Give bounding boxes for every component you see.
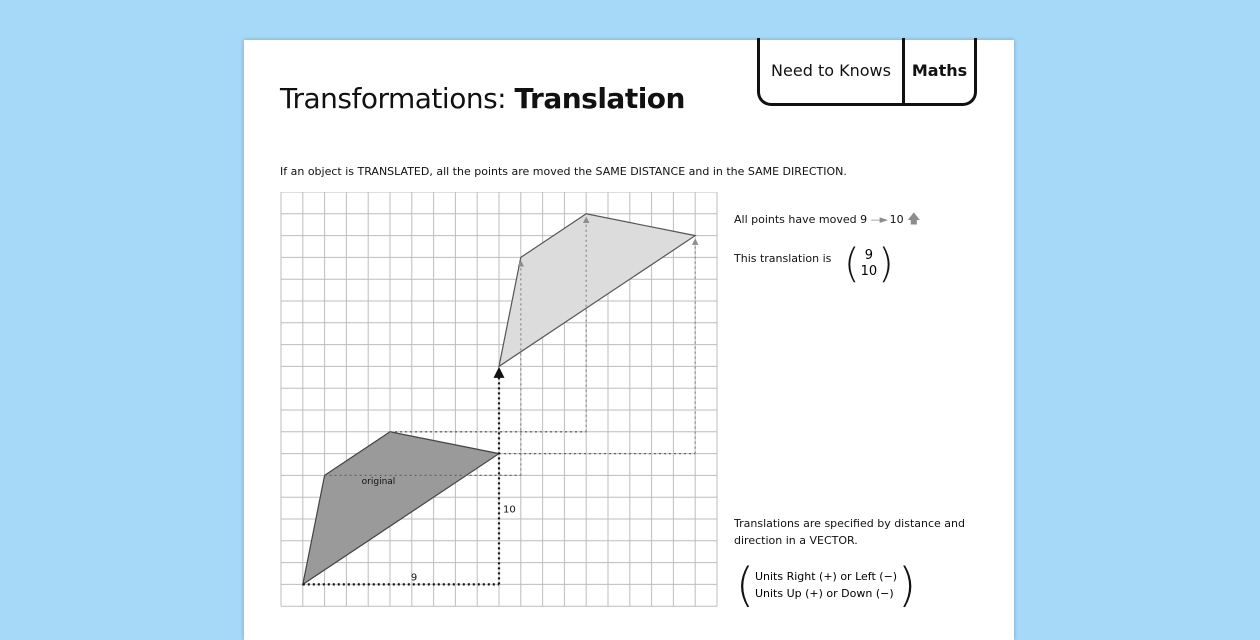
units-right-paren: ) xyxy=(898,558,917,612)
right-arrow-icon: —► xyxy=(870,213,887,226)
vector-explain-1: Translations are specified by distance and xyxy=(734,517,965,530)
header-tabs xyxy=(757,38,977,106)
vector-bottom: 10 xyxy=(860,264,878,279)
tab-need-to-knows: Need to Knows xyxy=(760,38,905,103)
worksheet xyxy=(244,40,1014,640)
translation-vector xyxy=(844,241,894,287)
page-title xyxy=(280,82,685,115)
translated-shape xyxy=(499,214,695,367)
horizontal-distance-label: 9 xyxy=(410,572,418,584)
units-values xyxy=(755,568,897,602)
translation-is-note: This translation is xyxy=(734,252,832,265)
title-bold: Translation xyxy=(514,82,685,115)
original-label: original xyxy=(361,477,396,488)
vertical-distance-label: 10 xyxy=(503,504,516,516)
moved-prefix: All points have moved 9 xyxy=(734,213,868,226)
left-paren: ( xyxy=(844,241,860,287)
right-paren: ) xyxy=(878,241,894,287)
units-left-paren: ( xyxy=(736,558,754,612)
original-shape xyxy=(303,432,499,585)
tab-maths: Maths xyxy=(911,61,968,80)
up-arrow-icon: 🡅 xyxy=(907,212,921,227)
vector-explain-2: direction in a VECTOR. xyxy=(734,534,858,547)
units-line-2: Units Up (+) or Down (−) xyxy=(754,587,894,600)
vector-top: 9 xyxy=(864,248,874,263)
units-line-1: Units Right (+) or Left (−) xyxy=(754,570,898,583)
title-light: Transformations: xyxy=(280,82,515,115)
moved-mid: 10 xyxy=(889,213,904,226)
units-vector xyxy=(736,558,917,612)
translation-diagram xyxy=(280,192,730,612)
vector-values xyxy=(861,248,878,280)
intro-text: If an object is TRANSLATED, all the points are moved the SAME DISTANCE and in the SAME DIRECTION. xyxy=(280,165,847,178)
moved-note xyxy=(734,210,920,232)
